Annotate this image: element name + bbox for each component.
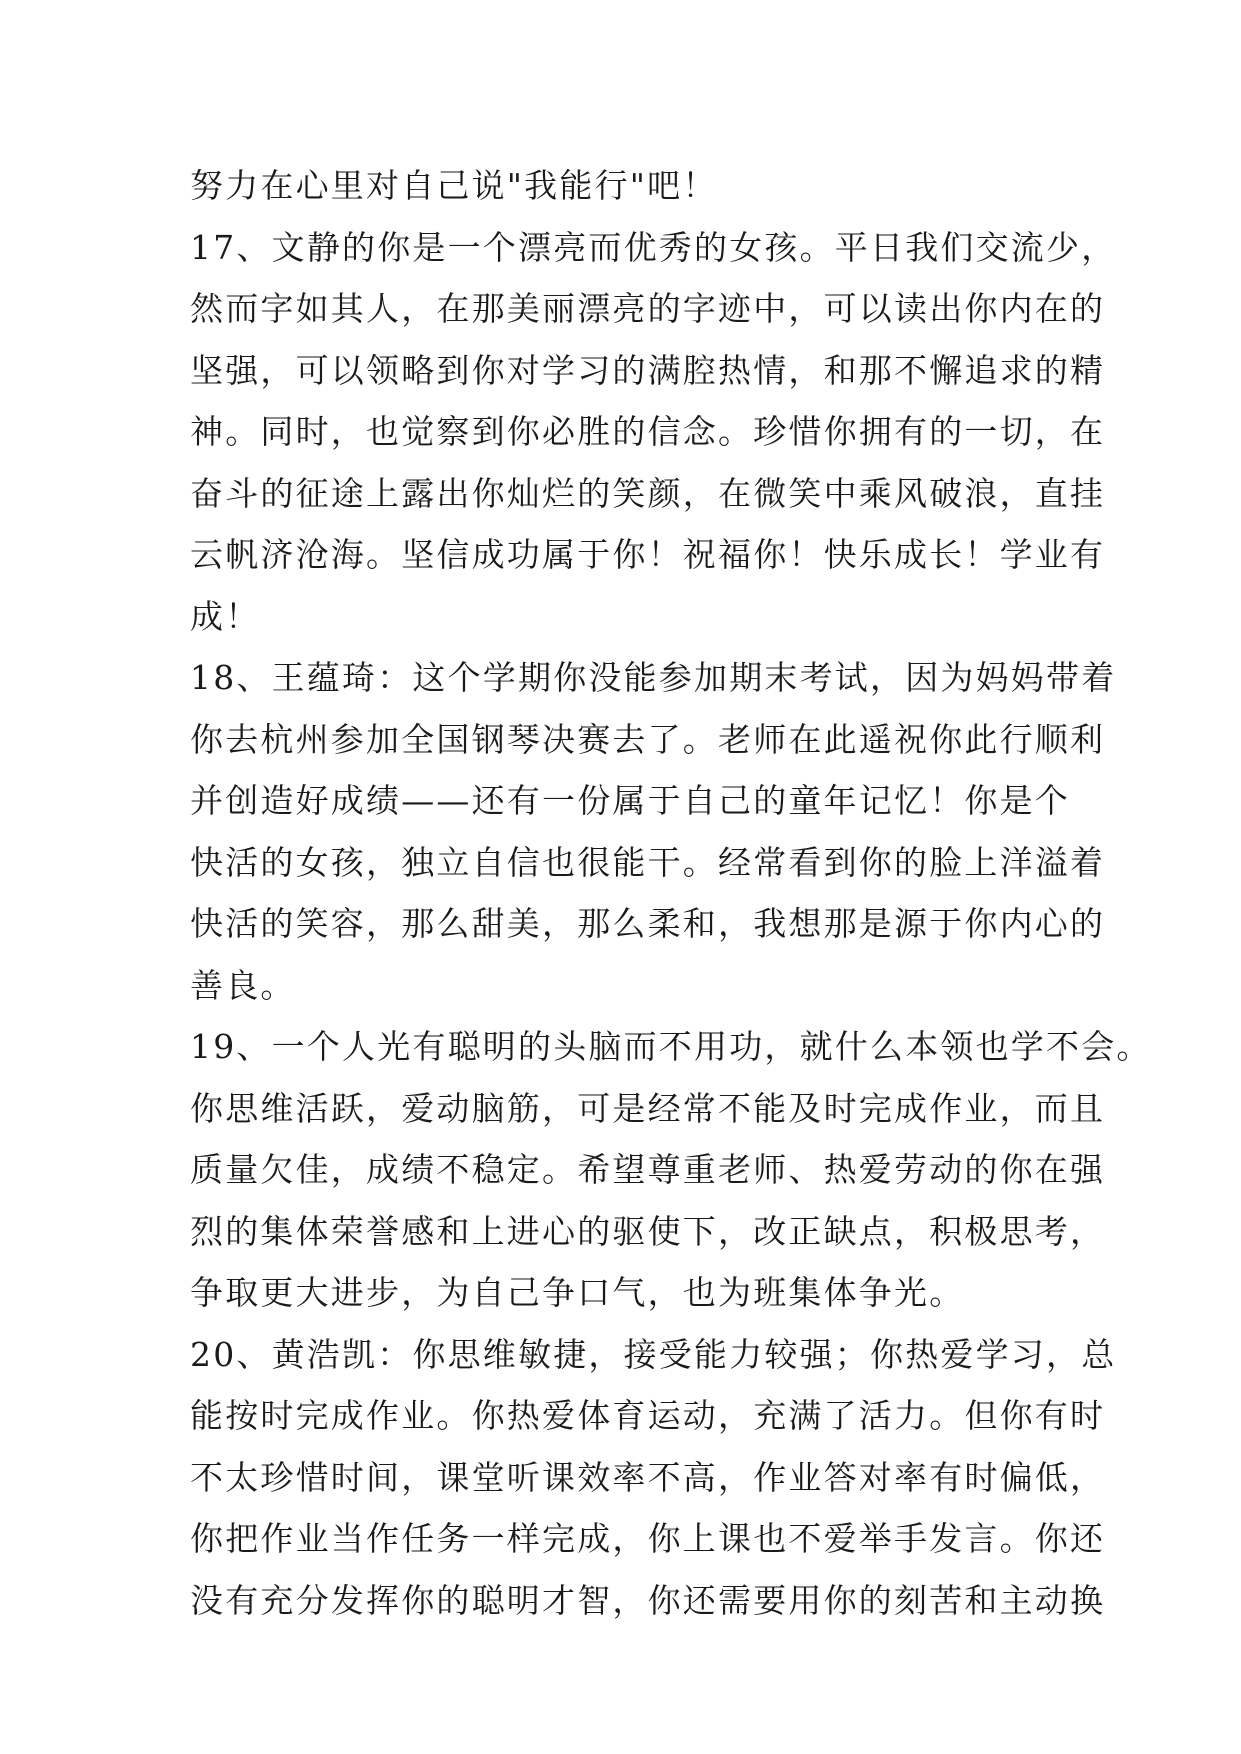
text-line: 然而字如其人，在那美丽漂亮的字迹中，可以读出你内在的: [190, 289, 1106, 328]
text-line: 不太珍惜时间，课堂听课效率不高，作业答对率有时偏低，: [190, 1457, 1106, 1497]
document-body: [190, 155, 1152, 1631]
text-line: 奋斗的征途上露出你灿烂的笑颜，在微笑中乘风破浪，直挂: [190, 473, 1106, 513]
text-line: 烈的集体荣誉感和上进心的驱使下，改正缺点，积极思考，: [190, 1211, 1106, 1251]
text-line: 并创造好成绩——还有一份属于自己的童年记忆！你是个: [190, 781, 1070, 820]
text-line: 成！: [190, 596, 261, 636]
text-line: 善良。: [190, 965, 296, 1005]
text-line: 你把作业当作任务一样完成，你上课也不爱举手发言。你还: [190, 1519, 1106, 1558]
text-line: 能按时完成作业。你热爱体育运动，充满了活力。但你有时: [190, 1396, 1106, 1435]
text-line: 快活的笑容，那么甜美，那么柔和，我想那是源于你内心的: [190, 904, 1106, 943]
text-line: 坚强，可以领略到你对学习的满腔热情，和那不懈追求的精: [190, 350, 1106, 390]
text-line: 努力在心里对自己说"我能行"吧！: [190, 166, 718, 205]
text-line: 17、文静的你是一个漂亮而优秀的女孩。平日我们交流少，: [190, 227, 1117, 267]
text-line: 18、王蕴琦：这个学期你没能参加期末考试，因为妈妈带着: [190, 658, 1117, 697]
text-line: 质量欠佳，成绩不稳定。希望尊重老师、热爱劳动的你在强: [190, 1150, 1106, 1189]
text-line: 没有充分发挥你的聪明才智，你还需要用你的刻苦和主动换: [190, 1580, 1106, 1620]
text-line: 你去杭州参加全国钢琴决赛去了。老师在此遥祝你此行顺利: [190, 719, 1106, 759]
text-line: 云帆济沧海。坚信成功属于你！祝福你！快乐成长！学业有: [190, 535, 1106, 574]
text-line: 20、黄浩凯：你思维敏捷，接受能力较强；你热爱学习，总: [190, 1334, 1117, 1374]
text-line: 争取更大进步，为自己争口气，也为班集体争光。: [190, 1273, 965, 1312]
text-line: 19、一个人光有聪明的头脑而不用功，就什么本领也学不会。: [190, 1027, 1152, 1066]
text-line: 你思维活跃，爱动脑筋，可是经常不能及时完成作业，而且: [190, 1088, 1106, 1128]
text-line: 神。同时，也觉察到你必胜的信念。珍惜你拥有的一切，在: [190, 412, 1106, 451]
text-line: 快活的女孩，独立自信也很能干。经常看到你的脸上洋溢着: [190, 842, 1106, 882]
